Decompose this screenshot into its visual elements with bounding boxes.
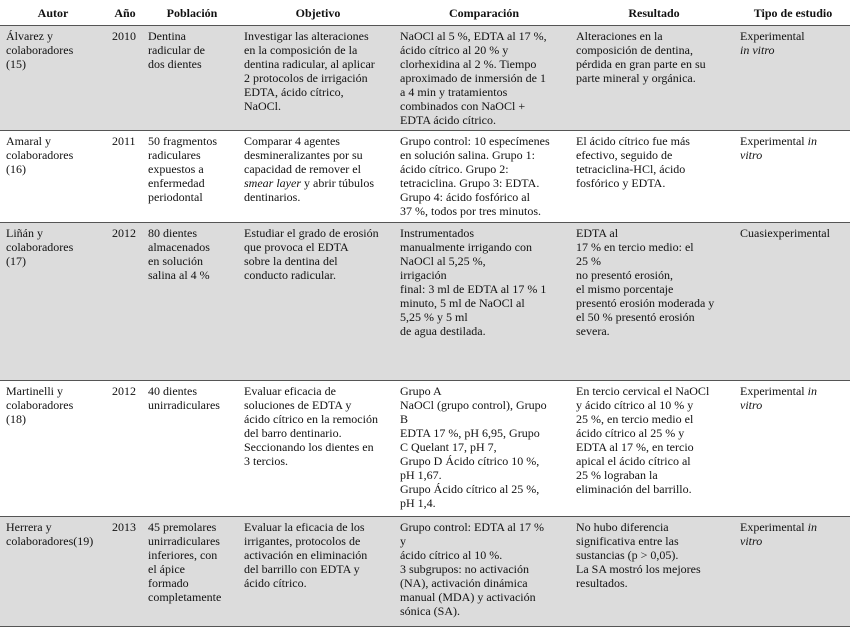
poblacion-line: 80 dientes xyxy=(148,226,197,240)
resultado-line: En tercio cervical el NaOCl xyxy=(576,384,710,398)
resultado-cell xyxy=(572,381,736,517)
poblacion-line: completamente xyxy=(148,590,222,604)
objetivo-line: Comparar 4 agentes xyxy=(244,134,340,148)
header-comparacion: Comparación xyxy=(396,0,572,26)
poblacion-line: el ápice xyxy=(148,562,185,576)
objetivo-line: dentina radicular, al aplicar xyxy=(244,57,375,71)
poblacion-line: radiculares xyxy=(148,148,201,162)
header-poblacion: Población xyxy=(144,0,240,26)
objetivo-line: Seccionando los dientes en xyxy=(244,440,374,454)
autor-cell xyxy=(0,26,106,131)
poblacion-cell xyxy=(144,517,240,627)
comparacion-cell xyxy=(396,26,572,131)
comparacion-line: 37 %, todos por tres minutos. xyxy=(400,204,541,218)
comparacion-line: tetraciclina. Grupo 3: EDTA. xyxy=(400,176,540,190)
tipo-estudio-italic: in vitro xyxy=(740,43,775,57)
table-row xyxy=(0,131,850,223)
autor-cell xyxy=(0,381,106,517)
objetivo-line: ácido cítrico en la remoción xyxy=(244,412,378,426)
resultado-line: efectivo, seguido de xyxy=(576,148,673,162)
objetivo-line: sobre la dentina del xyxy=(244,254,338,268)
comparacion-line: Instrumentados xyxy=(400,226,474,240)
resultado-line: 25 %, en tercio medio el xyxy=(576,412,694,426)
poblacion-line: 50 fragmentos xyxy=(148,134,217,148)
comparacion-line: Grupo control: 10 especímenes xyxy=(400,134,550,148)
autor-cell xyxy=(0,517,106,627)
comparacion-line: aproximado de inmersión de 1 xyxy=(400,71,546,85)
resultado-cell xyxy=(572,131,736,223)
poblacion-line: dos dientes xyxy=(148,57,202,71)
objetivo-cell xyxy=(240,26,396,131)
comparacion-line: Grupo A xyxy=(400,384,442,398)
autor-line: colaboradores xyxy=(6,43,74,57)
resultado-line: No hubo diferencia xyxy=(576,520,669,534)
autor-cell xyxy=(0,223,106,381)
comparacion-line: clorhexidina al 2 %. Tiempo xyxy=(400,57,537,71)
resultado-line: EDTA al xyxy=(576,226,619,240)
autor-line: Álvarez y xyxy=(6,29,53,43)
resultado-line: fosfórico y EDTA. xyxy=(576,176,666,190)
resultado-line: severa. xyxy=(576,324,610,338)
tipo-estudio-italic: in xyxy=(807,134,817,148)
comparacion-line: C Quelant 17, pH 7, xyxy=(400,440,497,454)
comparacion-line: en solución salina. Grupo 1: xyxy=(400,148,535,162)
poblacion-line: expuestos a xyxy=(148,162,204,176)
resultado-line: ácido cítrico al 25 % y xyxy=(576,426,685,440)
tipo-estudio-italic: vitro xyxy=(740,148,763,162)
comparacion-line: a 4 min y tratamientos xyxy=(400,85,508,99)
objetivo-line: conducto radicular. xyxy=(244,268,336,282)
resultado-cell xyxy=(572,517,736,627)
header-resultado: Resultado xyxy=(572,0,736,26)
resultado-line: significativa entre las xyxy=(576,534,679,548)
tipo-estudio-italic: in xyxy=(807,520,817,534)
objetivo-line-mixed xyxy=(244,176,392,190)
table-row xyxy=(0,517,850,627)
resultado-line: pérdida en gran parte en su xyxy=(576,57,706,71)
comparacion-line: 5,25 % y 5 ml xyxy=(400,310,468,324)
objetivo-line: en la composición de la xyxy=(244,43,358,57)
comparacion-line: manualmente irrigando con xyxy=(400,240,532,254)
comparacion-cell xyxy=(396,223,572,381)
poblacion-line: enfermedad xyxy=(148,176,205,190)
ano-cell: 2012 xyxy=(106,381,144,517)
resultado-line: el mismo porcentaje xyxy=(576,282,674,296)
comparacion-line: pH 1,67. xyxy=(400,468,442,482)
objetivo-cell xyxy=(240,381,396,517)
header-autor: Autor xyxy=(0,0,106,26)
comparacion-line: Grupo Ácido cítrico al 25 %, xyxy=(400,482,540,496)
objetivo-line: soluciones de EDTA y xyxy=(244,398,352,412)
poblacion-cell xyxy=(144,26,240,131)
comparacion-line: sónica (SA). xyxy=(400,604,460,618)
ano-cell: 2012 xyxy=(106,223,144,381)
objetivo-line: Investigar las alteraciones xyxy=(244,29,369,43)
tipo-estudio-italic: in xyxy=(807,384,817,398)
tipo-estudio-line-mixed xyxy=(740,384,846,398)
objetivo-cell xyxy=(240,223,396,381)
autor-line: colaboradores(19) xyxy=(6,534,94,548)
poblacion-line: salina al 4 % xyxy=(148,268,210,282)
tipo-estudio-text: Experimental xyxy=(740,520,805,534)
autor-line: (15) xyxy=(6,57,26,71)
header-row xyxy=(0,0,850,26)
comparacion-cell xyxy=(396,517,572,627)
autor-line: colaboradores xyxy=(6,148,74,162)
header-ano: Año xyxy=(106,0,144,26)
comparacion-line: B xyxy=(400,412,409,426)
tipo-estudio-text: Experimental xyxy=(740,384,805,398)
poblacion-line: unirradiculares xyxy=(148,534,220,548)
resultado-line: tetraciclina-HCl, ácido xyxy=(576,162,686,176)
resultado-line: 25 % xyxy=(576,254,601,268)
resultado-line: no presentó erosión, xyxy=(576,268,673,282)
resultado-line: el 50 % presentó erosión xyxy=(576,310,695,324)
objetivo-italic-term: smear layer xyxy=(244,176,301,190)
table-row xyxy=(0,26,850,131)
header-tipo-estudio: Tipo de estudio xyxy=(736,0,850,26)
resultado-line: EDTA al 17 %, en tercio xyxy=(576,440,694,454)
comparacion-line: manual (MDA) y activación xyxy=(400,590,536,604)
resultado-line: resultados. xyxy=(576,576,628,590)
comparacion-line: minuto, 5 ml de NaOCl al xyxy=(400,296,525,310)
poblacion-line: unirradiculares xyxy=(148,398,220,412)
tipo-estudio-italic: vitro xyxy=(740,398,763,412)
ano-cell: 2010 xyxy=(106,26,144,131)
resultado-line: 25 % lograban la xyxy=(576,468,658,482)
comparacion-line: NaOCl al 5 %, EDTA al 17 %, xyxy=(400,29,547,43)
resultado-cell xyxy=(572,26,736,131)
objetivo-line: 2 protocolos de irrigación xyxy=(244,71,368,85)
resultado-line: sustancias (p > 0,05). xyxy=(576,548,679,562)
autor-line: Amaral y xyxy=(6,134,51,148)
comparacion-line: pH 1,4. xyxy=(400,496,436,510)
objetivo-line: NaOCl. xyxy=(244,99,281,113)
objetivo-line: del barrillo con EDTA y xyxy=(244,562,360,576)
comparacion-line: ácido cítrico. Grupo 2: xyxy=(400,162,509,176)
resultado-line: parte mineral y orgánica. xyxy=(576,71,696,85)
comparacion-line: y xyxy=(400,534,406,548)
ano-cell: 2011 xyxy=(106,131,144,223)
objetivo-line: dentinarios. xyxy=(244,190,301,204)
comparacion-line: NaOCl (grupo control), Grupo xyxy=(400,398,547,412)
autor-line: Liñán y xyxy=(6,226,43,240)
poblacion-cell xyxy=(144,223,240,381)
objetivo-line: del barro dentinario. xyxy=(244,426,342,440)
objetivo-line: EDTA, ácido cítrico, xyxy=(244,85,344,99)
comparacion-cell xyxy=(396,381,572,517)
resultado-line: Alteraciones en la xyxy=(576,29,663,43)
ano-cell: 2013 xyxy=(106,517,144,627)
autor-line: (17) xyxy=(6,254,26,268)
autor-line: colaboradores xyxy=(6,240,74,254)
tipo-estudio-cell xyxy=(736,517,850,627)
tipo-estudio-line-mixed xyxy=(740,520,846,534)
header-objetivo: Objetivo xyxy=(240,0,396,26)
tipo-estudio-cell xyxy=(736,131,850,223)
autor-line: Herrera y xyxy=(6,520,52,534)
comparacion-line: combinados con NaOCl + xyxy=(400,99,526,113)
comparacion-line: 3 subgrupos: no activación xyxy=(400,562,529,576)
objetivo-line: Estudiar el grado de erosión xyxy=(244,226,379,240)
poblacion-line: en solución xyxy=(148,254,203,268)
objetivo-line: Evaluar la eficacia de los xyxy=(244,520,365,534)
objetivo-line-tail: y abrir túbulos xyxy=(301,176,374,190)
objetivo-cell xyxy=(240,517,396,627)
resultado-line: presentó erosión moderada y xyxy=(576,296,715,310)
autor-cell xyxy=(0,131,106,223)
comparacion-line: ácido cítrico al 20 % y xyxy=(400,43,509,57)
objetivo-line: que provoca el EDTA xyxy=(244,240,349,254)
objetivo-line: Evaluar eficacia de xyxy=(244,384,336,398)
objetivo-line: activación en eliminación xyxy=(244,548,368,562)
poblacion-line: Dentina xyxy=(148,29,186,43)
resultado-line: composición de dentina, xyxy=(576,43,693,57)
poblacion-line: 40 dientes xyxy=(148,384,197,398)
poblacion-cell xyxy=(144,131,240,223)
tipo-estudio-cell xyxy=(736,223,850,381)
tipo-estudio-cell xyxy=(736,26,850,131)
objetivo-line: irrigantes, protocolos de xyxy=(244,534,361,548)
poblacion-line: almacenados xyxy=(148,240,210,254)
comparacion-line: final: 3 ml de EDTA al 17 % 1 xyxy=(400,282,547,296)
comparacion-line: ácido cítrico al 10 %. xyxy=(400,548,503,562)
poblacion-line: radicular de xyxy=(148,43,205,57)
autor-line: (16) xyxy=(6,162,26,176)
comparacion-line: Grupo D Ácido cítrico 10 %, xyxy=(400,454,540,468)
comparacion-cell xyxy=(396,131,572,223)
resultado-cell xyxy=(572,223,736,381)
poblacion-line: formado xyxy=(148,576,189,590)
autor-line: Martinelli y xyxy=(6,384,63,398)
comparacion-line: irrigación xyxy=(400,268,447,282)
resultado-line: y ácido cítrico al 10 % y xyxy=(576,398,694,412)
resultado-line: El ácido cítrico fue más xyxy=(576,134,690,148)
comparacion-line: NaOCl al 5,25 %, xyxy=(400,254,486,268)
poblacion-cell xyxy=(144,381,240,517)
poblacion-line: periodontal xyxy=(148,190,203,204)
resultado-line: La SA mostró los mejores xyxy=(576,562,701,576)
comparacion-line: (NA), activación dinámica xyxy=(400,576,528,590)
table-row xyxy=(0,223,850,381)
resultado-line: 17 % en tercio medio: el xyxy=(576,240,694,254)
tipo-estudio-line: Experimental xyxy=(740,29,805,43)
resultado-line: apical el ácido cítrico al xyxy=(576,454,691,468)
comparacion-line: EDTA ácido cítrico. xyxy=(400,113,497,127)
comparacion-line: Grupo control: EDTA al 17 % xyxy=(400,520,545,534)
comparacion-line: EDTA 17 %, pH 6,95, Grupo xyxy=(400,426,540,440)
objetivo-line: 3 tercios. xyxy=(244,454,288,468)
tipo-estudio-line: Cuasiexperimental xyxy=(740,226,830,240)
autor-line: colaboradores xyxy=(6,398,74,412)
tipo-estudio-cell xyxy=(736,381,850,517)
objetivo-line: capacidad de remover el xyxy=(244,162,361,176)
tipo-estudio-line-mixed xyxy=(740,134,846,148)
tipo-estudio-text: Experimental xyxy=(740,134,805,148)
objetivo-line: ácido cítrico. xyxy=(244,576,307,590)
table-row xyxy=(0,381,850,517)
comparacion-line: de agua destilada. xyxy=(400,324,486,338)
autor-line: (18) xyxy=(6,412,26,426)
objetivo-line: desmineralizantes por su xyxy=(244,148,363,162)
poblacion-line: 45 premolares xyxy=(148,520,217,534)
poblacion-line: inferiores, con xyxy=(148,548,218,562)
resultado-line: eliminación del barrillo. xyxy=(576,482,692,496)
tipo-estudio-italic: vitro xyxy=(740,534,763,548)
objetivo-cell xyxy=(240,131,396,223)
comparacion-line: Grupo 4: ácido fosfórico al xyxy=(400,190,530,204)
